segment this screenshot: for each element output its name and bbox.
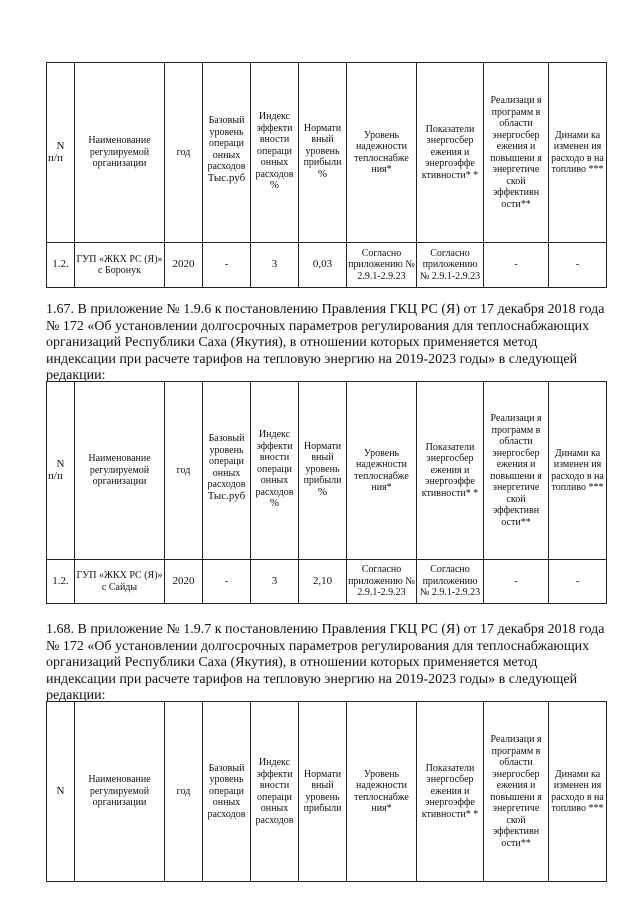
row-number: 1.2. (47, 560, 75, 604)
row-programs: - (484, 243, 549, 288)
header-base-costs: Базовый уровень операци онных расходов Тыс.руб (203, 382, 251, 560)
header-energy-saving: Показатели энергосбер ежения и энергоэффе ктивности* * (417, 63, 484, 243)
table-row (47, 560, 607, 604)
table-header-row (47, 63, 607, 243)
row-reliability: Согласно приложению № 2.9.1-2.9.23 (347, 243, 417, 288)
header-year: год (165, 63, 203, 243)
header-year: год (165, 702, 203, 882)
row-index: 3 (251, 560, 299, 604)
paragraph-1-67: 1.67. В приложение № 1.9.6 к постановлению Правления ГКЦ РС (Я) от 17 декабря 2018 года № 172 «Об установлении долгосрочных параметров регулирования для теплоснабжающих организаций Республики Саха (Якутия), в отношении которых применяется метод индексации при расчете тарифов на тепловую энергию на 2019-2023 годы» в следующей редакции: (46, 302, 605, 383)
header-energy-saving: Показатели энергосбер ежения и энергоэффе ктивности* * (417, 702, 484, 882)
header-n: N п/п (47, 382, 75, 560)
params-table-1 (46, 62, 607, 288)
row-number: 1.2. (47, 243, 75, 288)
header-programs: Реализаци я программ в области энергосбер ежения и повышени я энергетиче ской эффективн ости** (484, 702, 549, 882)
org-name: ГУП «ЖКХ РС (Я)» с Сайды (75, 560, 165, 604)
header-reliability: Уровень надежности теплоснабже ния* (347, 63, 417, 243)
header-fuel-dynamics: Динами ка изменен ия расходо в на топливо *** (549, 63, 607, 243)
header-fuel-dynamics: Динами ка изменен ия расходо в на топливо *** (549, 382, 607, 560)
header-efficiency-index: Индекс эффекти вности операци онных расходов % (251, 382, 299, 560)
header-profit-level: Нормати вный уровень прибыли (299, 702, 347, 882)
row-norm: 2,10 (299, 560, 347, 604)
params-table-2 (46, 381, 607, 604)
row-reliability: Согласно приложению № 2.9.1-2.9.23 (347, 560, 417, 604)
row-energy: Согласно приложению № 2.9.1-2.9.23 (417, 243, 484, 288)
header-reliability: Уровень надежности теплоснабже ния* (347, 382, 417, 560)
table-header-row (47, 702, 607, 882)
row-year: 2020 (165, 243, 203, 288)
row-dynamics: - (549, 243, 607, 288)
header-profit-level: Нормати вный уровень прибыли % (299, 63, 347, 243)
header-fuel-dynamics: Динами ка изменен ия расходо в на топливо *** (549, 702, 607, 882)
header-energy-saving: Показатели энергосбер ежения и энергоэффе ктивности* * (417, 382, 484, 560)
row-energy: Согласно приложению № 2.9.1-2.9.23 (417, 560, 484, 604)
header-efficiency-index: Индекс эффекти вности операци онных расходов (251, 702, 299, 882)
table-row (47, 243, 607, 288)
header-programs: Реализаци я программ в области энергосбер ежения и повышени я энергетиче ской эффективн ости** (484, 63, 549, 243)
header-year: год (165, 382, 203, 560)
header-org-name: Наименование регулируемой организации (75, 382, 165, 560)
header-base-costs: Базовый уровень операци онных расходов Тыс.руб (203, 63, 251, 243)
params-table-3 (46, 701, 607, 882)
header-n: N (47, 702, 75, 882)
header-n: N п/п (47, 63, 75, 243)
row-dynamics: - (549, 560, 607, 604)
row-index: 3 (251, 243, 299, 288)
table-header-row (47, 382, 607, 560)
header-efficiency-index: Индекс эффекти вности операци онных расходов % (251, 63, 299, 243)
header-base-costs: Базовый уровень операци онных расходов (203, 702, 251, 882)
row-programs: - (484, 560, 549, 604)
row-norm: 0,03 (299, 243, 347, 288)
org-name: ГУП «ЖКХ РС (Я)» с Боронук (75, 243, 165, 288)
paragraph-1-68: 1.68. В приложение № 1.9.7 к постановлению Правления ГКЦ РС (Я) от 17 декабря 2018 года № 172 «Об установлении долгосрочных параметров регулирования для теплоснабжающих организаций Республики Саха (Якутия), в отношении которых применяется метод индексации при расчете тарифов на тепловую энергию на 2019-2023 годы» в следующей редакции: (46, 622, 605, 703)
header-programs: Реализаци я программ в области энергосбер ежения и повышени я энергетиче ской эффективн ости** (484, 382, 549, 560)
header-profit-level: Нормати вный уровень прибыли % (299, 382, 347, 560)
row-year: 2020 (165, 560, 203, 604)
row-base: - (203, 243, 251, 288)
row-base: - (203, 560, 251, 604)
header-reliability: Уровень надежности теплоснабже ния* (347, 702, 417, 882)
header-org-name: Наименование регулируемой организации (75, 63, 165, 243)
header-org-name: Наименование регулируемой организации (75, 702, 165, 882)
